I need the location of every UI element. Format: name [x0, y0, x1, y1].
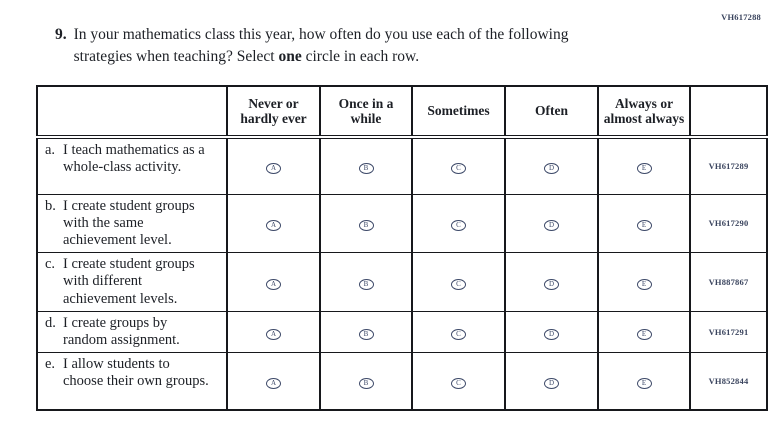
- option-cell-once: [320, 137, 412, 194]
- option-cell-always: [598, 194, 690, 253]
- answer-bubble-once[interactable]: B: [359, 279, 374, 290]
- answer-bubble-never[interactable]: A: [266, 163, 281, 174]
- option-cell-often: [505, 137, 598, 194]
- row-letter: c.: [45, 256, 56, 273]
- answer-bubble-often[interactable]: D: [544, 163, 559, 174]
- option-cell-always: [598, 137, 690, 194]
- header-row: [37, 86, 767, 137]
- option-cell-always: [598, 253, 690, 312]
- row-statement: I teach mathematics as a whole-class activity.: [63, 142, 205, 176]
- row-letter: a.: [45, 142, 56, 158]
- answer-bubble-once[interactable]: B: [359, 163, 374, 174]
- answer-bubble-once[interactable]: B: [359, 329, 374, 340]
- row-statement: I create groups by random assignment.: [63, 314, 180, 348]
- question-line-1: In your mathematics class this year, how often do you use each of the following: [73, 26, 569, 43]
- statement-cell: [37, 253, 227, 312]
- option-cell-once: [320, 353, 412, 410]
- answer-bubble-often[interactable]: D: [544, 220, 559, 231]
- row-statement: I create student groups with the same achievement level.: [63, 197, 195, 248]
- answer-bubble-sometimes[interactable]: C: [451, 378, 466, 389]
- question-text: [74, 24, 569, 67]
- answer-bubble-never[interactable]: A: [266, 279, 281, 290]
- table-row-d: [37, 311, 767, 352]
- row-letter: b.: [45, 197, 56, 214]
- answer-bubble-never[interactable]: A: [266, 329, 281, 340]
- code-header-cell: [690, 86, 767, 137]
- answer-bubble-always[interactable]: E: [637, 378, 652, 389]
- statement-cell: [37, 194, 227, 253]
- option-cell-sometimes: [412, 353, 505, 410]
- option-cell-once: [320, 194, 412, 253]
- answer-bubble-always[interactable]: E: [637, 279, 652, 290]
- row-code: VH617289: [690, 137, 767, 194]
- option-cell-never: [227, 353, 320, 410]
- answer-bubble-always[interactable]: E: [637, 220, 652, 231]
- option-cell-always: [598, 311, 690, 352]
- answer-bubble-always[interactable]: E: [637, 329, 652, 340]
- option-cell-once: [320, 311, 412, 352]
- response-grid: [36, 85, 768, 411]
- col-header-always: Always or almost always: [598, 86, 690, 137]
- option-cell-often: [505, 311, 598, 352]
- answer-bubble-often[interactable]: D: [544, 378, 559, 389]
- answer-bubble-never[interactable]: A: [266, 220, 281, 231]
- question-number: 9.: [55, 26, 67, 43]
- option-cell-sometimes: [412, 137, 505, 194]
- table-row-e: [37, 353, 767, 410]
- answer-bubble-often[interactable]: D: [544, 279, 559, 290]
- statement-cell: [37, 311, 227, 352]
- row-code: VH852844: [690, 353, 767, 410]
- question-line-2-pre: strategies when teaching? Select: [73, 47, 279, 65]
- option-cell-never: [227, 253, 320, 312]
- row-code: VH617290: [690, 194, 767, 253]
- col-header-never: Never or hardly ever: [227, 86, 320, 137]
- option-cell-never: [227, 137, 320, 194]
- question-block: [55, 24, 568, 67]
- col-header-sometimes: Sometimes: [412, 86, 505, 137]
- row-letter: e.: [45, 356, 56, 373]
- option-cell-never: [227, 311, 320, 352]
- question-line-2-bold: one: [278, 47, 302, 65]
- statement-cell: [37, 137, 227, 194]
- table-row-b: [37, 194, 767, 253]
- option-cell-often: [505, 194, 598, 253]
- question-line-2: [74, 46, 569, 68]
- option-cell-often: [505, 353, 598, 410]
- col-header-often: Often: [505, 86, 598, 137]
- stub-header-cell: [37, 86, 227, 137]
- statement-cell: [37, 353, 227, 410]
- answer-bubble-never[interactable]: A: [266, 378, 281, 389]
- question-accession-code: VH617288: [721, 12, 761, 22]
- row-statement: I allow students to choose their own groups.: [63, 356, 209, 390]
- question-line-2-post: circle in each row.: [301, 47, 420, 65]
- option-cell-sometimes: [412, 253, 505, 312]
- answer-bubble-sometimes[interactable]: C: [451, 279, 466, 290]
- table-row-c: [37, 253, 767, 312]
- row-statement: I create student groups with different achievement levels.: [63, 256, 195, 307]
- option-cell-often: [505, 253, 598, 312]
- answer-bubble-once[interactable]: B: [359, 378, 374, 389]
- answer-bubble-sometimes[interactable]: C: [451, 163, 466, 174]
- option-cell-never: [227, 194, 320, 253]
- row-letter: d.: [45, 314, 56, 331]
- option-cell-sometimes: [412, 194, 505, 253]
- option-cell-once: [320, 253, 412, 312]
- option-cell-always: [598, 353, 690, 410]
- answer-bubble-sometimes[interactable]: C: [451, 329, 466, 340]
- answer-bubble-once[interactable]: B: [359, 220, 374, 231]
- row-code: VH887867: [690, 253, 767, 312]
- option-cell-sometimes: [412, 311, 505, 352]
- answer-bubble-always[interactable]: E: [637, 163, 652, 174]
- col-header-once-in-a-while: Once in a while: [320, 86, 412, 137]
- answer-bubble-often[interactable]: D: [544, 329, 559, 340]
- table-row-a: [37, 137, 767, 194]
- row-code: VH617291: [690, 311, 767, 352]
- answer-bubble-sometimes[interactable]: C: [451, 220, 466, 231]
